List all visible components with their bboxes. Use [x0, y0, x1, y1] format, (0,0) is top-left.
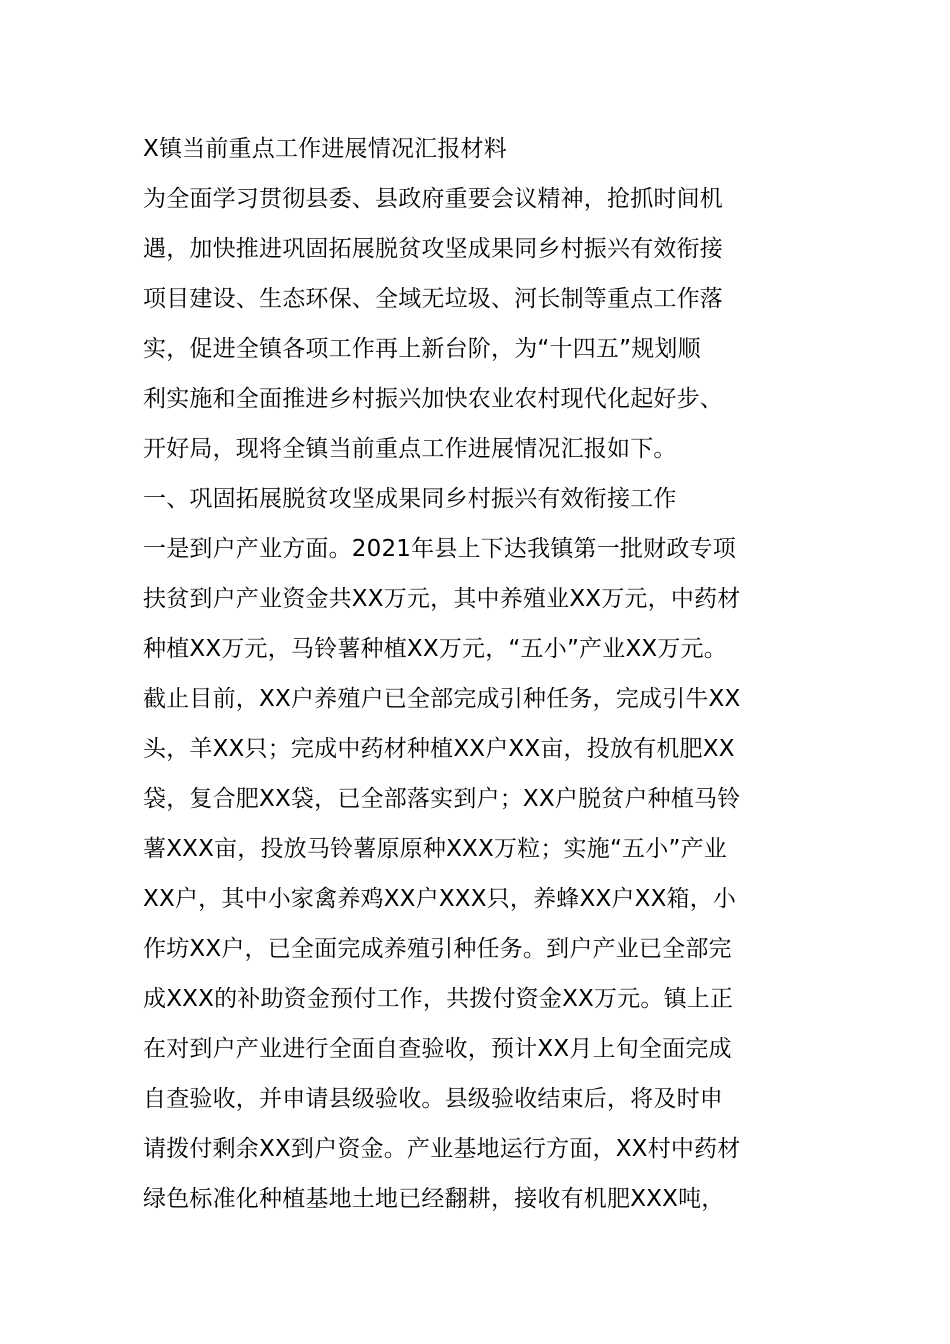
body-line: 在对到户产业进行全面自查验收，预计XX月上旬全面完成	[143, 1036, 732, 1062]
body-line: 截止目前，XX户养殖户已全部完成引种任务，完成引牛XX	[143, 686, 741, 712]
body-line: 成XXX的补助资金预付工作，共拨付资金XX万元。镇上正	[143, 986, 734, 1012]
section-heading: 一、巩固拓展脱贫攻坚成果同乡村振兴有效衔接工作	[143, 486, 677, 512]
body-line: 遇，加快推进巩固拓展脱贫攻坚成果同乡村振兴有效衔接	[143, 236, 723, 262]
body-line: 请拨付剩余XX到户资金。产业基地运行方面，XX村中药材	[143, 1136, 741, 1162]
body-line: 绿色标准化种植基地土地已经翻耕，接收有机肥XXX吨，	[143, 1186, 725, 1212]
document-body	[143, 124, 823, 1224]
body-line: 作坊XX户，已全面完成养殖引种任务。到户产业已全部完	[143, 936, 732, 962]
body-line: 自查验收，并申请县级验收。县级验收结束后，将及时申	[143, 1086, 723, 1112]
body-line: 薯XXX亩，投放马铃薯原原种XXX万粒；实施“五小”产业	[143, 836, 727, 862]
body-line: 头，羊XX只；完成中药材种植XX户XX亩，投放有机肥XX	[143, 736, 735, 762]
body-line: 项目建设、生态环保、全域无垃圾、河长制等重点工作落	[143, 286, 723, 312]
body-line: XX户，其中小家禽养鸡XX户XXX只，养蜂XX户XX箱，小	[143, 886, 737, 912]
body-line: 利实施和全面推进乡村振兴加快农业农村现代化起好步、	[143, 386, 723, 412]
body-line: 种植XX万元，马铃薯种植XX万元，“五小”产业XX万元。	[143, 636, 727, 662]
document-title: X镇当前重点工作进展情况汇报材料	[143, 136, 507, 162]
body-line: 袋，复合肥XX袋，已全部落实到户；XX户脱贫户种植马铃	[143, 786, 741, 812]
body-line: 开好局，现将全镇当前重点工作进展情况汇报如下。	[143, 436, 677, 462]
body-line: 实，促进全镇各项工作再上新台阶，为“十四五”规划顺	[143, 336, 701, 362]
body-line: 一是到户产业方面。2021年县上下达我镇第一批财政专项	[143, 536, 736, 562]
body-line: 为全面学习贯彻县委、县政府重要会议精神，抢抓时间机	[143, 186, 723, 212]
body-line: 扶贫到户产业资金共XX万元，其中养殖业XX万元，中药材	[143, 586, 741, 612]
